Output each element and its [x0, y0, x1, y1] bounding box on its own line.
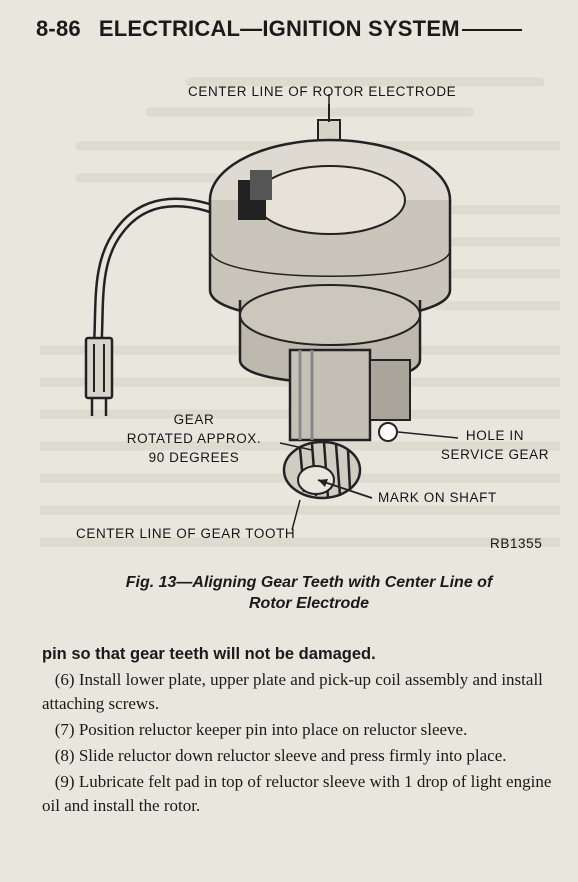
- distributor-figure: [0, 60, 578, 600]
- step-6-text: Install lower plate, upper plate and pick-up coil assembly and install attaching screws.: [42, 670, 543, 713]
- figure-reference: RB1355: [490, 536, 543, 551]
- lead-sentence: pin so that gear teeth will not be damaged.: [42, 645, 376, 663]
- label-gear-line-1: GEAR: [173, 412, 215, 427]
- header-rule: [462, 29, 522, 31]
- step-9: [42, 770, 570, 818]
- page-number: 8-86: [36, 16, 81, 41]
- step-7-text: Position reluctor keeper pin into place on reluctor sleeve.: [78, 720, 468, 739]
- step-9-text: Lubricate felt pad in top of reluctor sleeve with 1 drop of light engine oil and install the rotor.: [42, 772, 552, 815]
- label-gear-rotated: [114, 410, 274, 467]
- step-7-number: (7): [54, 720, 75, 739]
- section-title: ELECTRICAL—IGNITION SYSTEM: [98, 16, 460, 41]
- caption-line-2: Rotor Electrode: [248, 595, 369, 612]
- distributor-shaft: [290, 350, 370, 440]
- body-text: [42, 642, 570, 820]
- label-gear-line-2: ROTATED APPROX.: [126, 431, 262, 446]
- label-gear-tooth-centerline: CENTER LINE OF GEAR TOOTH: [76, 526, 296, 541]
- label-hole-line-1: HOLE IN: [465, 428, 525, 443]
- label-rotor-centerline: CENTER LINE OF ROTOR ELECTRODE: [188, 84, 457, 99]
- step-8-text: Slide reluctor down reluctor sleeve and press firmly into place.: [78, 746, 507, 765]
- figure-caption: [40, 572, 578, 614]
- step-6: [42, 668, 570, 716]
- step-8-number: (8): [54, 746, 75, 765]
- distributor-illustration: [0, 60, 578, 560]
- step-7: [42, 718, 570, 742]
- step-8: [42, 744, 570, 768]
- step-9-number: (9): [54, 772, 75, 791]
- step-6-number: (6): [54, 670, 75, 689]
- page-header: [36, 16, 578, 48]
- label-gear-line-3: 90 DEGREES: [148, 450, 240, 465]
- label-mark-on-shaft: MARK ON SHAFT: [378, 490, 497, 505]
- caption-line-1: Fig. 13—Aligning Gear Teeth with Center Line of: [125, 574, 493, 591]
- gear-hole: [379, 423, 397, 441]
- label-hole: [420, 426, 570, 464]
- connector-plug: [86, 338, 112, 398]
- label-hole-line-2: SERVICE GEAR: [440, 447, 550, 462]
